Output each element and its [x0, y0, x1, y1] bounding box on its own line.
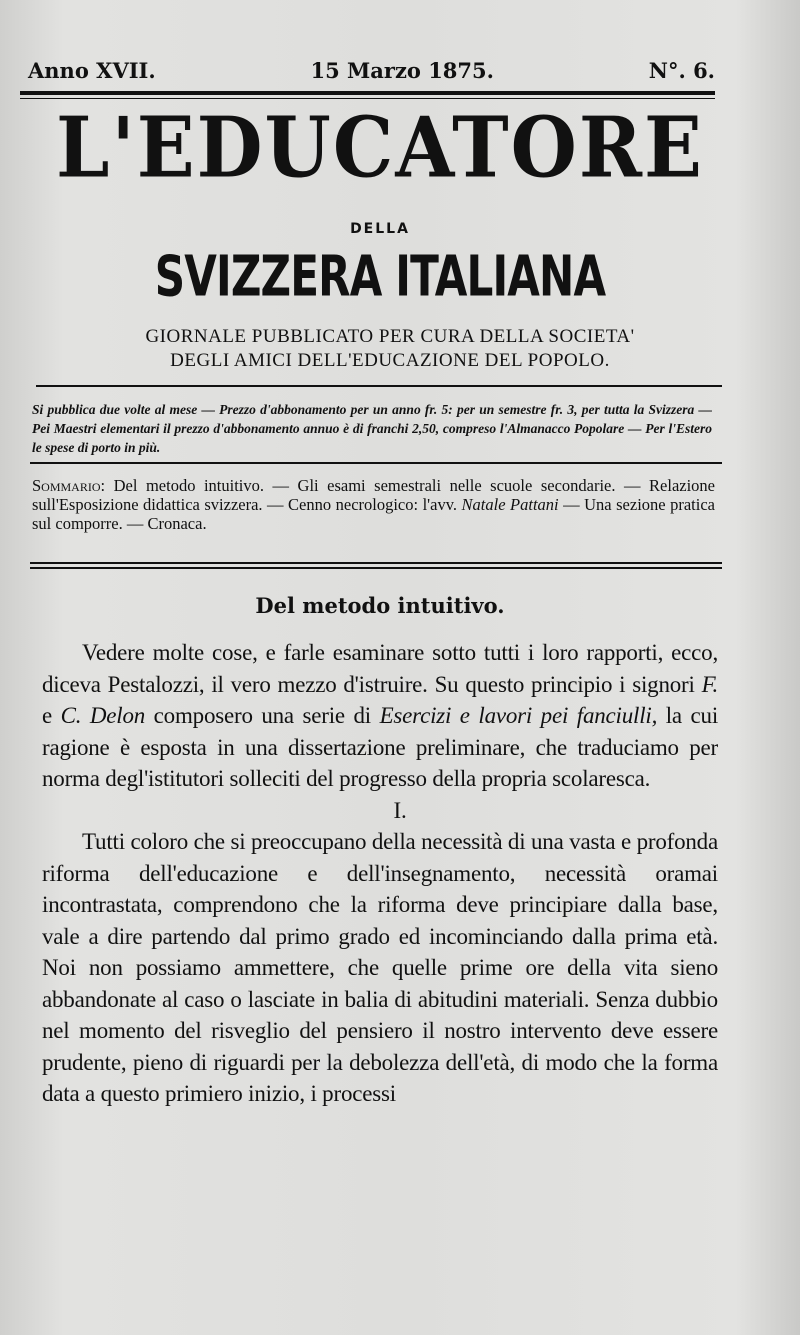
issue-date: 15 Marzo 1875.: [310, 58, 494, 83]
article-title: Del metodo intuitivo.: [255, 593, 505, 618]
issue-number: N°. 6.: [648, 58, 715, 83]
masthead-rule: [20, 91, 715, 95]
divider-rule: [30, 567, 722, 569]
newspaper-title-second-line: SVIZZERA ITALIANA: [154, 243, 606, 310]
summary-text: Del metodo intuitivo. — Gli esami semestrali nelle scuole secondarie. — Relazione sull'Esposizione didattica svizzera. — Cenno necrologico: l'avv.: [32, 476, 715, 514]
summary-label: Sommario:: [32, 476, 106, 495]
section-number: I.: [393, 797, 407, 823]
divider-rule: [36, 385, 722, 387]
summary-name: Natale Pattani: [461, 495, 559, 514]
divider-rule: [30, 462, 722, 464]
title-connector: DELLA: [350, 221, 410, 237]
subtitle-line-2: DEGLI AMICI DELL'EDUCAZIONE DEL POPOLO.: [170, 350, 610, 371]
newspaper-subtitle: [0, 325, 780, 373]
article-body: [42, 637, 718, 1110]
newspaper-title: L'EDUCATORE: [56, 98, 704, 197]
subscription-info: Si pubblica due volte al mese — Prezzo d'abbonamento per un anno fr. 5: per un semestre fr. 3, per tutta la Svizzera — Pei Maestri elementari il prezzo d'abbonamento annuo è di franchi 2,50, compreso l'Almanacco Popolare — Per l'Estero le spese di porto in più.: [32, 402, 712, 455]
table-of-contents: [32, 476, 715, 533]
issue-year: Anno XVII.: [28, 58, 156, 83]
paragraph: Tutti coloro che si preoccupano della necessità di una vasta e profonda riforma dell'educazione e dell'insegnamento, necessità oramai incontrastata, comprendono che la riforma deve principiare dalla base, vale a dire partendo dal primo grado ed incominciando dalla prima età. Noi non possiamo ammettere, che quelle prime ore della vita sieno abbandonate al caso o lasciate in balia di abitudini materiali. Senza dubbio nel momento del risveglio del pensiero il nostro intervento deve essere prudente, pieno di riguardi per la debolezza dell'età, di modo che la forma data a questo primiero inizio, i processi: [42, 829, 718, 1106]
subtitle-line-1: GIORNALE PUBBLICATO PER CURA DELLA SOCIETA': [145, 326, 635, 347]
paragraph: Vedere molte cose, e farle esaminare sotto tutti i loro rapporti, ecco, diceva Pestalozzi, il vero mezzo d'istruire. Su questo principio i signori F. e C. Delon composero una serie di Esercizi e lavori pei fanciulli, la cui ragione è esposta in una dissertazione preliminare, che traduciamo per norma degl'istitutori solleciti del progresso della propria scolaresca.: [42, 640, 719, 791]
summary-text-end: — Una sezione pratica sul comporre. — Cronaca.: [32, 495, 715, 533]
masthead-row: [28, 58, 715, 83]
divider-rule: [30, 562, 722, 564]
